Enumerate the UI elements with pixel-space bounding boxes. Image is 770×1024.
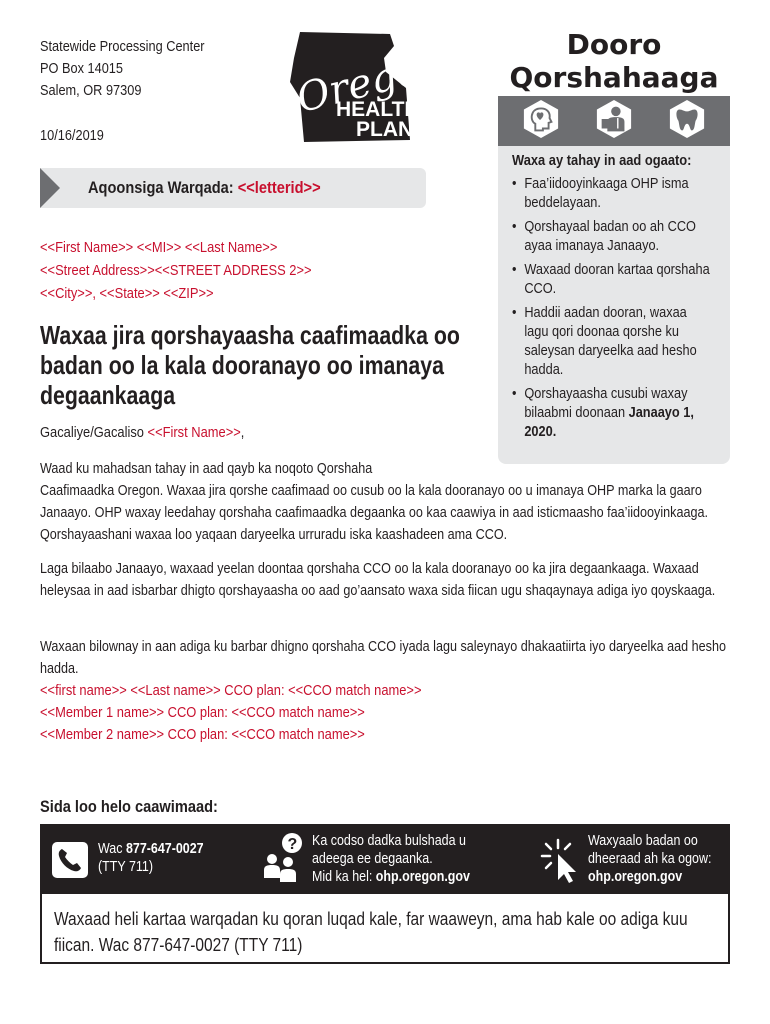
return-address-line: PO Box 14015 (40, 61, 124, 77)
list-item-bold-date: Janaayo 1, 2020. (524, 405, 694, 440)
salutation-suffix: , (240, 424, 245, 441)
recipient-line: <<Street Address>><<STREET ADDRESS 2>> (40, 262, 312, 279)
cursor-click-icon (540, 836, 584, 884)
list-item: • Waxaad dooran kartaa qorshaha CCO. (512, 261, 714, 299)
sidebar-title-line: Dooro (566, 28, 662, 61)
sidebar-title-line: Qorshahaaga (509, 61, 719, 94)
doctor-icon (595, 100, 633, 138)
recipient-line: <<City>>, <<State>> <<ZIP>> (40, 285, 214, 302)
body-paragraph-1: Caafimaadka Oregon. Waxaa jira qorshe caafimaad oo cusub oo la kala dooranayo oo u imanaya OHP marka la gaaro Janaayo. OHP waxay leedahay qorshaha caafimaadka degaanka oo kaa caawiya in aad isticmaasho faa’iidooyinkaaga. Qorshayaashani waxaa loo yaqaan daryeelka urruradu iska kaashadeen ama CCO. (40, 482, 708, 543)
logo-health-text: HEALTH (336, 98, 420, 121)
sidebar-info-box (498, 146, 730, 464)
heart-head-icon (522, 100, 560, 138)
community-link[interactable]: ohp.oregon.gov (375, 869, 470, 885)
help-phone (98, 840, 204, 876)
list-item: • Haddii aadan dooran, waxaa lagu qori doonaa qorshe ku saleysan daryeelka aad hesho hadda. (512, 304, 714, 380)
list-item-text: Qorshayaasha cusubi waxay bilaabmi doonaan (524, 386, 688, 421)
people-question-icon (262, 832, 306, 884)
sidebar-intro: Waxa ay tahay in aad ogaato: (512, 152, 692, 169)
list-item: <<Member 2 name>> CCO plan: <<CCO match name>> (40, 726, 365, 743)
letter-headline: Waxaa jira qorshayaasha caafimaadka oo badan oo la kala dooranayo oo imanaya degaankaaga (40, 320, 460, 410)
help-heading: Sida loo helo caawimaad: (40, 797, 218, 816)
letter-id-label: Aqoonsiga Warqada: (88, 178, 238, 197)
sidebar-icon-banner (498, 96, 730, 146)
help-contact-bar (40, 824, 730, 894)
list-item: <<first name>> <<Last name>> CCO plan: <<CCO match name>> (40, 682, 422, 699)
list-item (512, 385, 714, 442)
letter-date: 10/16/2019 (40, 128, 104, 144)
body-paragraph-2: Laga bilaabo Janaayo, waxaad yeelan doontaa qorshaha CCO oo la kala dooranayo oo ka jira degaankaaga. Waxaad heleysaa in aad isbarbar dhigto qorshayaasha oo aad go’aansato waxa sida fiican ugu shaqaynaya adiga iyo qoyskaaga. (40, 560, 716, 599)
alt-format-box (40, 894, 730, 964)
logo-plan-text: PLAN (356, 118, 414, 141)
help-community (312, 832, 470, 886)
website-line: dheeraad ah ka ogow: (588, 851, 712, 867)
alt-format-text: Waxaad heli kartaa warqadan ku qoran luqad kale, far waaweyn, ama hab kale oo adiga kuu fiican. Wac 877-647-0027 (TTY 711) (54, 909, 688, 955)
body-paragraph-3: Waxaan bilownay in aan adiga ku barbar dhigno qorshaha CCO iyada lagu saleynayo dhakaatiirta iyo daryeelka aad hesho hadda. (40, 638, 726, 677)
sidebar-list (512, 175, 718, 442)
salutation-prefix: Gacaliye/Gacaliso (40, 424, 148, 441)
cco-match-list (40, 680, 421, 746)
salutation (40, 424, 244, 441)
chevron-right-icon (40, 168, 60, 208)
svg-text:?: ? (287, 836, 298, 853)
logo-script-text: Oregon (292, 40, 428, 123)
tooth-icon (668, 100, 706, 138)
list-item: <<Member 1 name>> CCO plan: <<CCO match name>> (40, 704, 365, 721)
phone-tty: (TTY 711) (98, 859, 153, 875)
body-paragraph-1-first-line: Waad ku mahadsan tahay in aad qayb ka noqoto Qorshaha (40, 460, 373, 477)
return-address (40, 36, 205, 102)
phone-prefix: Wac (98, 841, 126, 857)
letter-id-bar (40, 168, 426, 208)
community-line: Mid ka hel: (312, 869, 376, 885)
help-website (588, 832, 711, 886)
recipient-line: <<First Name>> <<MI>> <<Last Name>> (40, 239, 278, 256)
oregon-health-plan-logo (278, 28, 428, 144)
return-address-line: Statewide Processing Center (40, 39, 205, 55)
list-item: • Faa’iidooyinkaaga OHP isma beddelayaan. (512, 175, 714, 213)
return-address-line: Salem, OR 97309 (40, 83, 142, 99)
letter-id-value: <<letterid>> (237, 178, 321, 197)
salutation-name: <<First Name>> (147, 424, 241, 441)
list-item: • Qorshayaal badan oo ah CCO ayaa imanaya Janaayo. (512, 218, 714, 256)
phone-number: 877-647-0027 (125, 841, 204, 857)
community-line: Ka codso dadka bulshada u (312, 833, 466, 849)
phone-icon (52, 842, 88, 878)
website-line: Waxyaalo badan oo (588, 833, 698, 849)
website-link[interactable]: ohp.oregon.gov (588, 869, 683, 885)
community-line: adeega ee degaanka. (312, 851, 433, 867)
sidebar-title (498, 28, 730, 94)
recipient-address (40, 236, 312, 305)
